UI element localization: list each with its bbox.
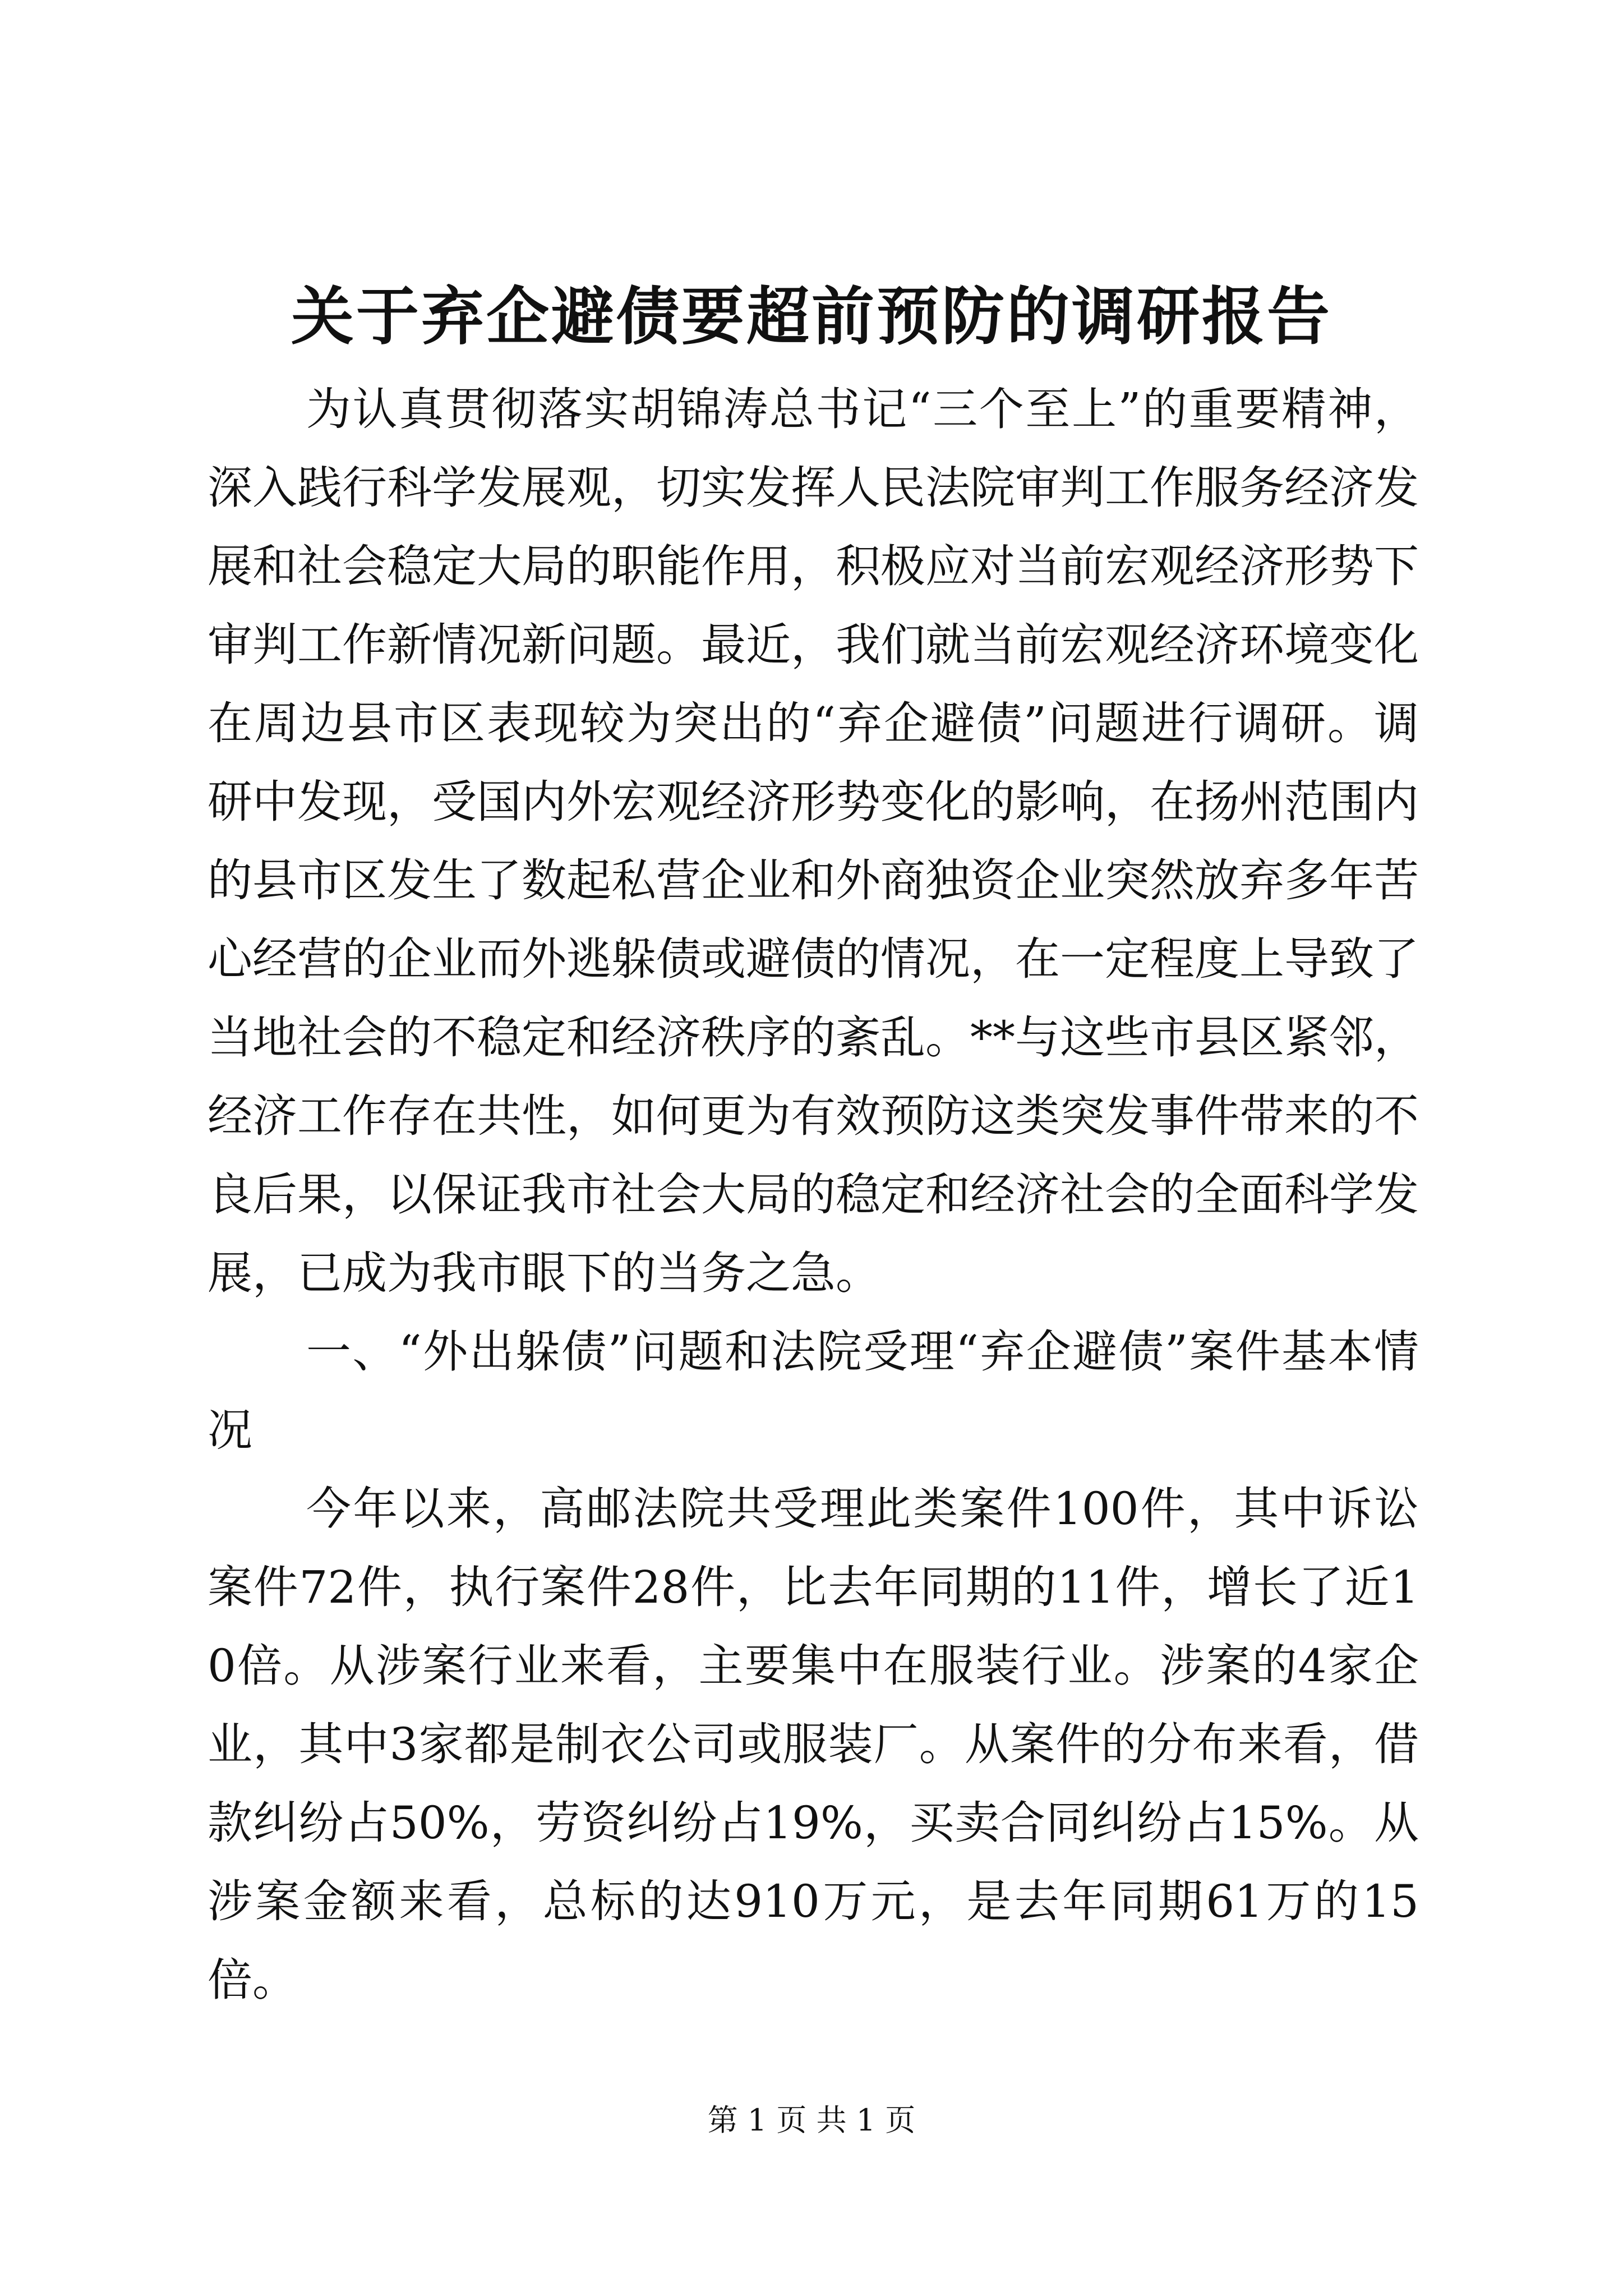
document-body xyxy=(208,370,1419,2019)
section-heading-1: 一、“外出躲债”问题和法院受理“弃企避债”案件基本情况 xyxy=(208,1326,1419,1456)
page-footer: 第 1 页 共 1 页 xyxy=(707,2102,916,2138)
paragraph-case-statistics: 今年以来，高邮法院共受理此类案件100件，其中诉讼案件72件，执行案件28件，比去年同期的11件，增长了近10倍。从涉案行业来看，主要集中在服装行业。涉案的4家企业，其中3家都是制衣公司或服装厂。从案件的分布来看，借款纠纷占50%，劳资纠纷占19%，买卖合同纠纷占15%。从涉案金额来看，总标的达910万元，是去年同期61万的15倍。 xyxy=(208,1483,1419,2006)
paragraph-intro: 为认真贯彻落实胡锦涛总书记“三个至上”的重要精神，深入践行科学发展观，切实发挥人民法院审判工作服务经济发展和社会稳定大局的职能作用，积极应对当前宏观经济形势下审判工作新情况新问题。最近，我们就当前宏观经济环境变化在周边县市区表现较为突出的“弃企避债”问题进行调研。调研中发现，受国内外宏观经济形势变化的影响，在扬州范围内的县市区发生了数起私营企业和外商独资企业突然放弃多年苦心经营的企业而外逃躲债或避债的情况，在一定程度上导致了当地社会的不稳定和经济秩序的紊乱。**与这些市县区紧邻，经济工作存在共性，如何更为有效预防这类突发事件带来的不良后果，以保证我市社会大局的稳定和经济社会的全面科学发展，已成为我市眼下的当务之急。 xyxy=(208,383,1419,1299)
document-title: 关于弃企避债要超前预防的调研报告 xyxy=(291,280,1332,353)
